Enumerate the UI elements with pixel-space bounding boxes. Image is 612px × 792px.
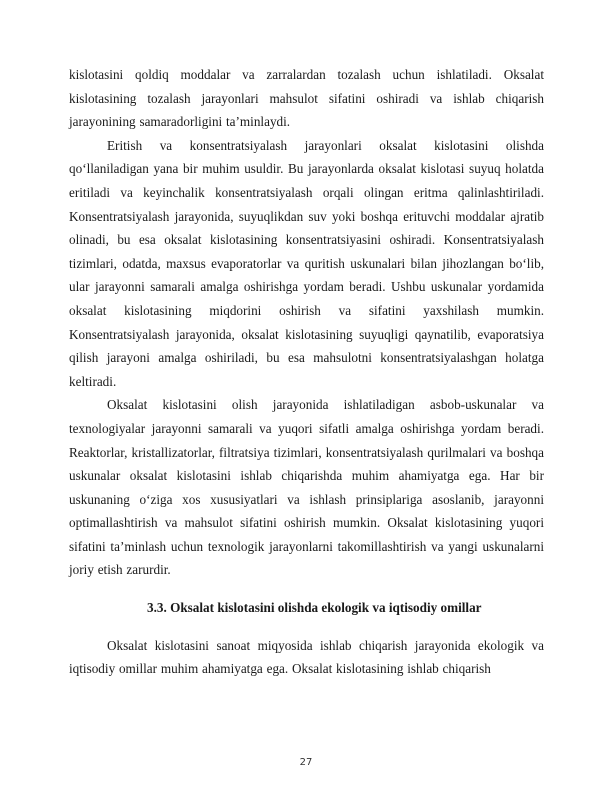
paragraph-continuation: kislotasini qoldiq moddalar va zarralardan tozalash uchun ishlatiladi. Oksalat kislotasining tozalash jarayonlari mahsulot sifatini oshiradi va ishlab chiqarish jarayonining samaradorligini ta’minlaydi. bbox=[69, 67, 544, 130]
page-number: 27 bbox=[299, 757, 313, 768]
section-heading: 3.3. Oksalat kislotasini olishda ekologik va iqtisodiy omillar bbox=[147, 600, 482, 616]
paragraph-dissolution-concentration: Eritish va konsentratsiyalash jarayonlari oksalat kislotasini olishda qo‘llaniladigan yana bir muhim usuldir. Bu jarayonlarda oksalat kislotasi suyuq holatda eritiladi va keyinchalik konsentratsiyalash orqali olingan eritma qalinlashtiriladi. Konsentratsiyalash jarayonida, suyuqlikdan suv yoki boshqa erituvchi moddalar ajratib olinadi, bu esa oksalat kislotasining konsentratsiyasini oshiradi. Konsentratsiyalash tizimlari, odatda, maxsus evaporatorlar va quritish uskunalari bilan jihozlangan bo‘lib, ular jarayonni samarali amalga oshirishga yordam beradi. Ushbu uskunalar yordamida oksalat kislotasining miqdorini oshirish va sifatini yaxshilash mumkin. Konsentratsiyalash jarayonida, oksalat kislotasining suyuqligi qaynatilib, evaporatsiya qilish jarayoni amalga oshiriladi, bu esa mahsulotni konsentratsiyalashgan holatga keltiradi. bbox=[69, 137, 544, 389]
paragraph-equipment-technologies: Oksalat kislotasini olish jarayonida ishlatiladigan asbob-uskunalar va texnologiyalar jarayonni samarali va yuqori sifatli amalga oshirishga yordam beradi. Reaktorlar, kristallizatorlar, filtratsiya tizimlari, konsentratsiyalash qurilmalari va boshqa uskunalar oksalat kislotasini ishlab chiqarishda muhim ahamiyatga ega. Har bir uskunaning o‘ziga xos xususiyatlari va ishlash prinsiplariga asoslanib, jarayonni optimallashtirish va mahsulot sifatini oshirish mumkin. Oksalat kislotasining yuqori sifatini ta’minlash uchun texnologik jarayonlarni takomillashtirish va yangi uskunalarni joriy etish zarurdir. bbox=[69, 397, 544, 578]
paragraph-ecological-economic: Oksalat kislotasini sanoat miqyosida ishlab chiqarish jarayonida ekologik va iqtisodiy omillar muhim ahamiyatga ega. Oksalat kislotasining ishlab chiqarish bbox=[69, 637, 544, 677]
page-body bbox=[69, 63, 544, 681]
